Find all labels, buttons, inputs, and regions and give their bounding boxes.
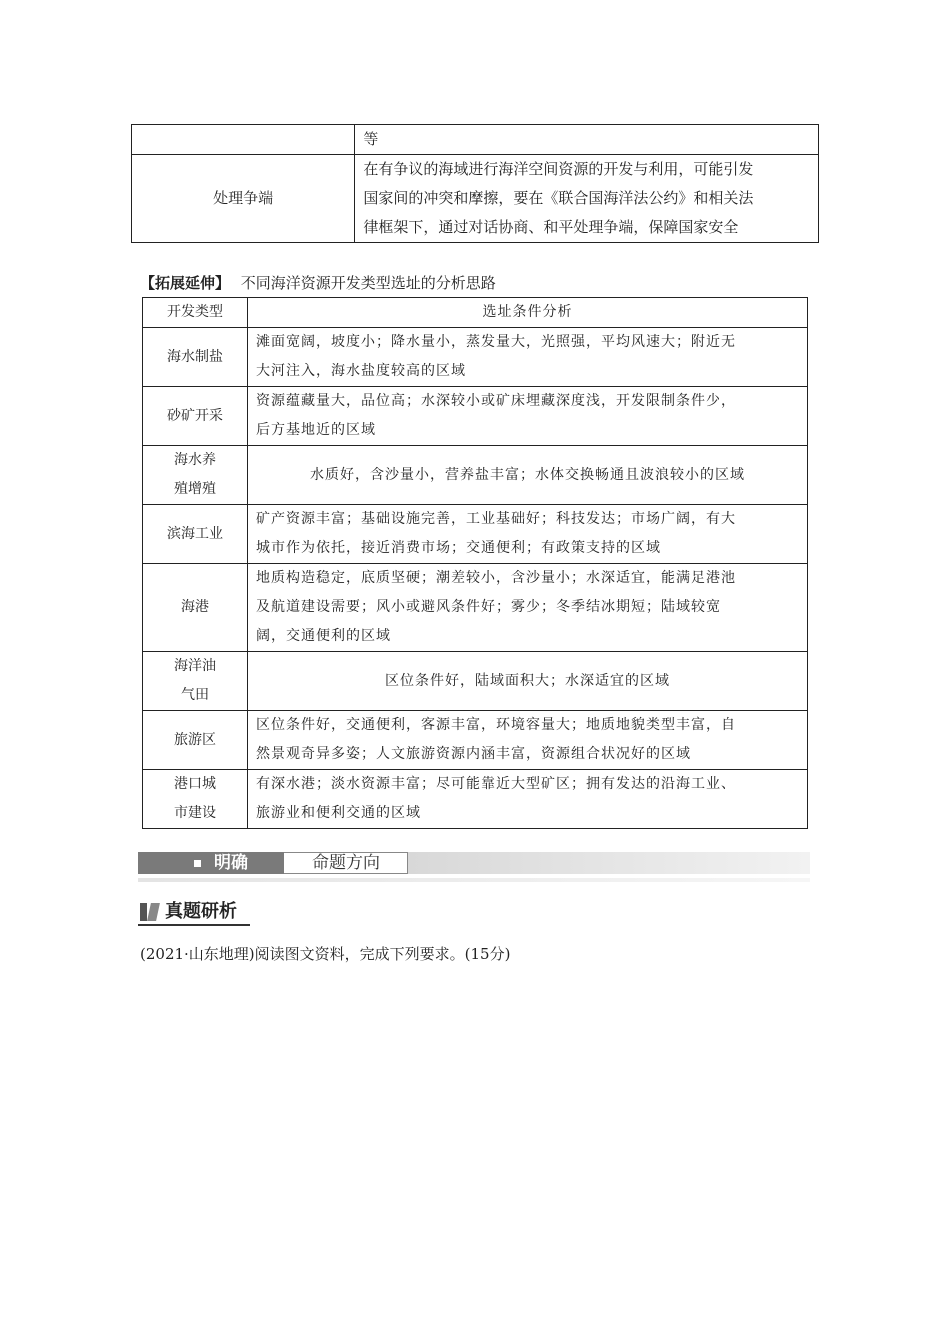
analysis-line: 区位条件好，陆域面积大；水深适宜的区域 [385, 672, 670, 689]
cell-line: 律框架下，通过对话协商、和平处理争端，保障国家安全 [363, 218, 739, 236]
section-banner [138, 852, 810, 882]
cell-line: 国家间的冲突和摩擦，要在《联合国海洋法公约》和相关法 [363, 189, 754, 207]
analysis-line: 地质构造稳定，底质坚硬；潮差较小，含沙量小；水深适宜，能满足港池 [256, 570, 736, 586]
type-cell [143, 387, 248, 446]
analysis-cell [248, 446, 808, 505]
type-cell [143, 328, 248, 387]
continuation-table [131, 124, 819, 243]
analysis-cell [248, 564, 808, 652]
site-selection-table [142, 297, 808, 829]
column-header: 选址条件分析 [248, 298, 808, 328]
analysis-line: 水质好，含沙量小，营养盐丰富；水体交换畅通且波浪较小的区域 [310, 466, 745, 483]
analysis-cell [248, 770, 808, 829]
banner-dark-block [138, 852, 284, 874]
table-cell [355, 155, 819, 243]
table-header-row [143, 298, 808, 328]
extension-heading [140, 272, 496, 293]
type-line: 海洋油 [174, 658, 216, 674]
extension-tag: 【拓展延伸】 [140, 274, 231, 292]
subheading-text: 真题研析 [165, 901, 237, 922]
type-line: 海水制盐 [167, 348, 223, 365]
type-line: 海港 [181, 599, 209, 615]
analysis-line: 及航道建设需要；风小或避风条件好；雾少；冬季结冰期短；陆域较宽 [256, 599, 721, 615]
banner-label-primary: 明确 [214, 853, 248, 873]
analysis-cell [248, 387, 808, 446]
analysis-cell [248, 328, 808, 387]
type-line: 旅游区 [174, 731, 216, 748]
banner-label-secondary: 命题方向 [312, 853, 380, 873]
table-cell [132, 125, 355, 155]
cell-line: 在有争议的海域进行海洋空间资源的开发与利用，可能引发 [363, 160, 754, 178]
table-row [143, 652, 808, 711]
table-row [143, 770, 808, 829]
analysis-line: 然景观奇异多姿；人文旅游资源内涵丰富，资源组合状况好的区域 [256, 746, 691, 762]
type-line: 气田 [181, 687, 209, 703]
type-line: 滨海工业 [167, 525, 223, 542]
table-row [143, 711, 808, 770]
extension-title: 不同海洋资源开发类型选址的分析思路 [240, 274, 496, 292]
table-row [143, 564, 808, 652]
type-cell [143, 652, 248, 711]
table-cell: 等 [355, 125, 819, 155]
type-cell [143, 505, 248, 564]
table-cell: 处理争端 [132, 155, 355, 243]
type-line: 港口城 [174, 776, 216, 792]
analysis-line: 阔，交通便利的区域 [256, 628, 391, 644]
type-line: 殖增殖 [174, 481, 216, 497]
analysis-line: 有深水港；淡水资源丰富；尽可能靠近大型矿区；拥有发达的沿海工业、 [256, 776, 736, 792]
subheading-marker-icon [147, 903, 160, 921]
type-line: 海水养 [174, 452, 216, 468]
analysis-cell [248, 711, 808, 770]
type-cell [143, 770, 248, 829]
column-header: 开发类型 [143, 298, 248, 328]
table-row [143, 387, 808, 446]
type-line: 砂矿开采 [167, 407, 223, 424]
analysis-line: 资源蕴藏量大，品位高；水深较小或矿床埋藏深度浅，开发限制条件少， [256, 393, 736, 409]
table-row [132, 155, 819, 243]
table-row [143, 505, 808, 564]
analysis-cell [248, 505, 808, 564]
table-row [143, 328, 808, 387]
banner-tab [284, 852, 408, 874]
table-row [143, 446, 808, 505]
subheading-underline [138, 924, 250, 926]
analysis-cell [248, 652, 808, 711]
banner-underline [138, 878, 810, 882]
type-cell [143, 446, 248, 505]
type-cell [143, 711, 248, 770]
analysis-line: 城市作为依托，接近消费市场；交通便利；有政策支持的区域 [256, 540, 661, 556]
analysis-line: 旅游业和便利交通的区域 [256, 805, 421, 821]
analysis-line: 后方基地近的区域 [256, 422, 376, 438]
type-cell [143, 564, 248, 652]
square-bullet-icon [194, 860, 201, 867]
table-row [132, 125, 819, 155]
analysis-line: 大河注入，海水盐度较高的区域 [256, 363, 466, 379]
question-text: (2021·山东地理)阅读图文资料，完成下列要求。(15分) [140, 945, 511, 963]
analysis-line: 滩面宽阔，坡度小；降水量小，蒸发量大，光照强，平均风速大；附近无 [256, 334, 736, 350]
subheading-marker-icon [140, 903, 147, 921]
analysis-line: 矿产资源丰富；基础设施完善，工业基础好；科技发达；市场广阔，有大 [256, 511, 736, 527]
type-line: 市建设 [174, 805, 216, 821]
analysis-line: 区位条件好，交通便利，客源丰富，环境容量大；地质地貌类型丰富，自 [256, 717, 736, 733]
